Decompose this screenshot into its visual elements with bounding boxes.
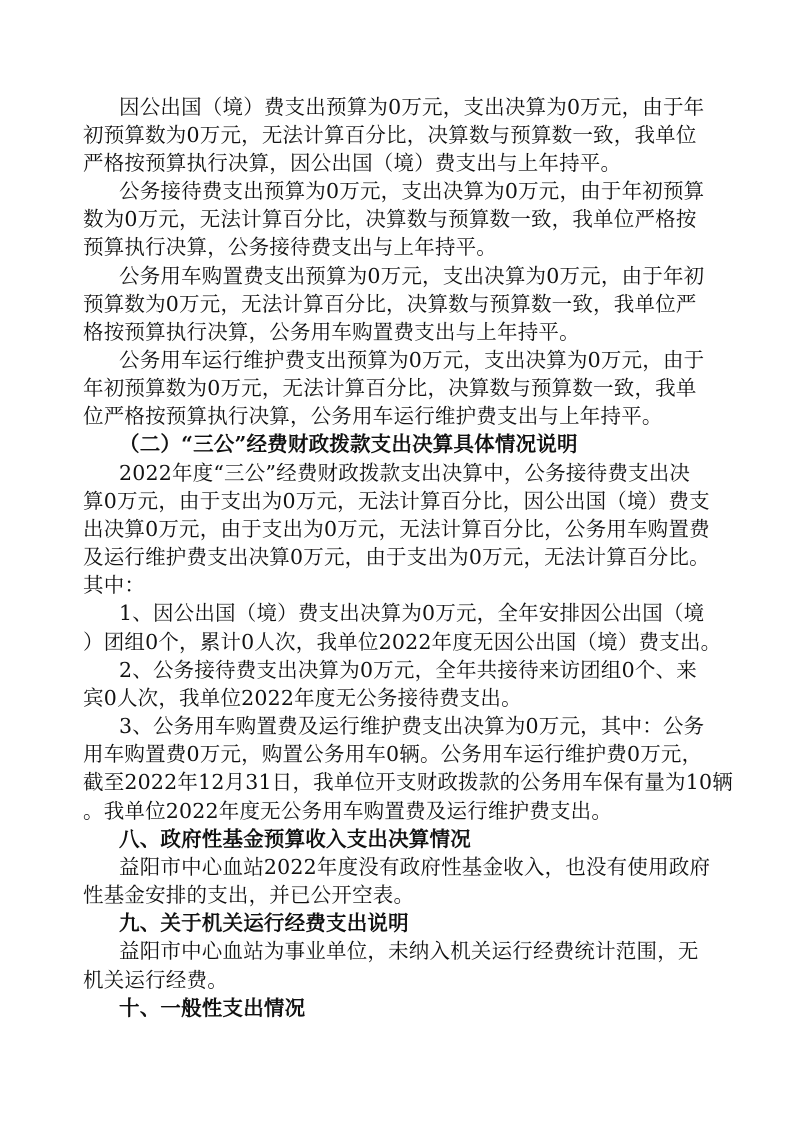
text-line: 严格按预算执行决算，因公出国（境）费支出与上年持平。 [83,151,622,175]
text-line: 公务接待费支出预算为0万元，支出决算为0万元，由于年初预算 [119,179,705,203]
text-line: 年初预算数为0万元，无法计算百分比，决算数与预算数一致，我单 [83,376,697,400]
text-line: ）团组0个，累计0人次，我单位2022年度无因公出国（境）费支出。 [83,630,722,654]
text-line: 因公出国（境）费支出预算为0万元，支出决算为0万元，由于年 [119,95,705,119]
text-line: 。我单位2022年度无公务用车购置费及运行维护费支出。 [83,799,613,823]
section-heading: 八、政府性基金预算收入支出决算情况 [119,827,471,851]
section-heading: 十、一般性支出情况 [119,996,306,1020]
text-line: 2、公务接待费支出决算为0万元，全年共接待来访团组0个、来 [119,658,697,682]
text-line: 益阳市中心血站为事业单位，未纳入机关运行经费统计范围，无 [119,939,699,963]
text-line: 算0万元，由于支出为0万元，无法计算百分比，因公出国（境）费支 [83,489,710,513]
text-line: 用车购置费0万元，购置公务用车0辆。公务用车运行维护费0万元， [83,742,703,766]
text-line: 初预算数为0万元，无法计算百分比，决算数与预算数一致，我单位 [83,123,697,147]
section-heading: 九、关于机关运行经费支出说明 [119,911,409,935]
text-line: 机关运行经费。 [83,968,228,992]
section-heading: （二）“三公”经费财政拨款支出决算具体情况说明 [119,432,578,456]
text-line: 2022年度“三公”经费财政拨款支出决算中，公务接待费支出决 [119,461,691,485]
text-line: 预算执行决算，公务接待费支出与上年持平。 [83,235,497,259]
text-line: 1、因公出国（境）费支出决算为0万元，全年安排因公出国（境 [119,601,705,625]
text-line: 其中： [83,573,146,597]
text-line: 益阳市中心血站2022年度没有政府性基金收入，也没有使用政府 [119,855,711,879]
text-line: 宾0人次，我单位2022年度无公务接待费支出。 [83,686,522,710]
text-line: 格按预算执行决算，公务用车购置费支出与上年持平。 [83,320,580,344]
text-line: 截至2022年12月31日，我单位开支财政拨款的公务用车保有量为10辆 [83,770,733,794]
text-line: 性基金安排的支出，并已公开空表。 [83,883,415,907]
text-line: 公务用车购置费支出预算为0万元，支出决算为0万元，由于年初 [119,264,705,288]
text-line: 出决算0万元，由于支出为0万元，无法计算百分比，公务用车购置费 [83,517,710,541]
text-line: 公务用车运行维护费支出预算为0万元，支出决算为0万元，由于 [119,348,705,372]
text-line: 及运行维护费支出决算0万元，由于支出为0万元，无法计算百分比。 [83,545,710,569]
text-line: 预算数为0万元，无法计算百分比，决算数与预算数一致，我单位严 [83,292,697,316]
text-line: 数为0万元，无法计算百分比，决算数与预算数一致，我单位严格按 [83,207,697,231]
text-line: 位严格按预算执行决算，公务用车运行维护费支出与上年持平。 [83,404,663,428]
text-line: 3、公务用车购置费及运行维护费支出决算为0万元，其中：公务 [119,714,705,738]
